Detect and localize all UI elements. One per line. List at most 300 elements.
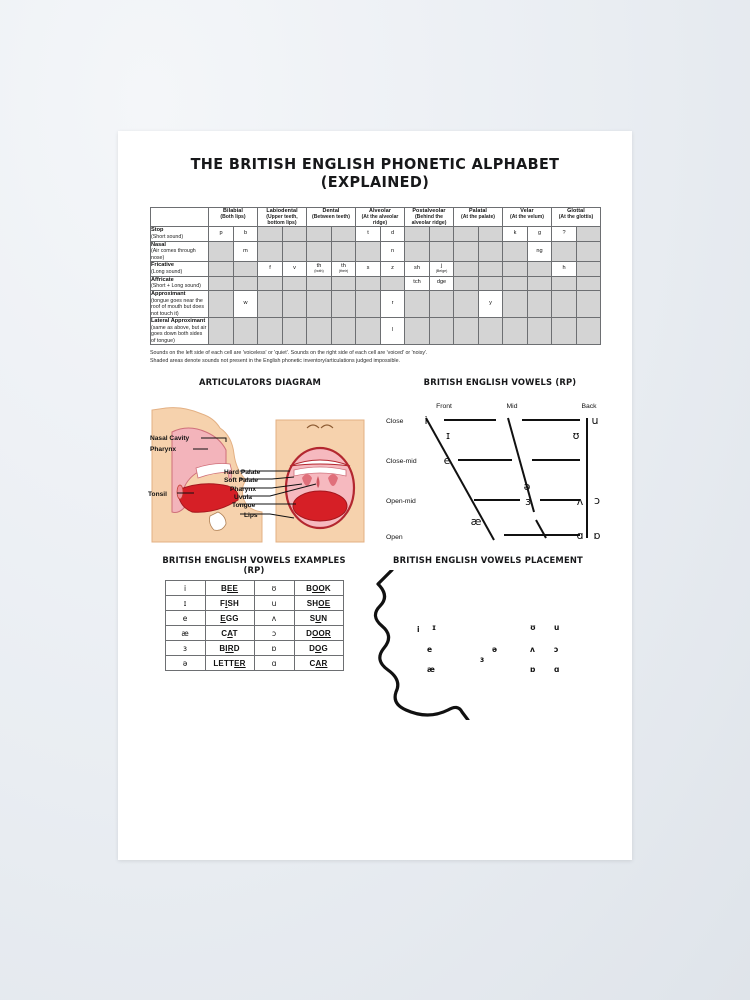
voiceless-half <box>307 227 331 240</box>
voiced-half <box>576 262 600 275</box>
row-header-name: Lateral Approximant <box>151 318 206 325</box>
placement-symbol: ʌ <box>530 645 535 655</box>
vowel-symbol-left: e <box>165 611 205 626</box>
voiceless-half <box>454 277 478 290</box>
cell-pair <box>307 318 355 344</box>
articulators-svg <box>144 392 376 544</box>
consonant-cell <box>307 318 356 345</box>
table-header-row <box>151 208 601 227</box>
example-word-right: SHOE <box>294 596 343 611</box>
voiceless-half <box>454 227 478 240</box>
vowel-symbol-right: ʌ <box>254 611 294 626</box>
cell-pair <box>454 277 502 290</box>
voiceless-half <box>209 277 233 290</box>
voiceless-half <box>405 242 429 262</box>
phoneme-example: (both) <box>314 269 324 274</box>
consonant-cell <box>258 276 307 290</box>
example-word-right: BOOK <box>294 581 343 596</box>
voiced-half <box>527 318 551 344</box>
voiceless-half <box>307 291 331 317</box>
example-word-left: FISH <box>205 596 254 611</box>
example-word-right: CAR <box>294 656 343 671</box>
voiced-half <box>380 277 404 290</box>
table-row <box>151 290 601 317</box>
vowel-examples-body <box>165 581 343 671</box>
row-header-name: Approximant <box>151 290 186 297</box>
voiceless-half <box>405 227 429 240</box>
vowel-symbol-right: u <box>254 596 294 611</box>
placement-symbol: ɜ <box>480 655 485 665</box>
phoneme-wrap <box>293 266 296 272</box>
consonant-table <box>150 207 601 345</box>
row-header-name: Affricate <box>151 276 174 283</box>
voiced-half <box>429 291 453 317</box>
vowel-symbol-ash: æ <box>470 515 482 529</box>
row-header-fricative <box>151 262 209 276</box>
consonant-table-container <box>150 207 600 345</box>
cell-pair <box>552 242 600 262</box>
voiced-half <box>576 318 600 344</box>
vowel-example-row <box>165 581 343 596</box>
voiceless-half <box>209 262 233 275</box>
poster-card <box>118 131 632 860</box>
voiceless-half <box>356 318 380 344</box>
voiced-half <box>429 242 453 262</box>
voiced-half <box>331 227 355 240</box>
consonant-table-body <box>151 227 601 345</box>
consonant-cell <box>503 241 552 262</box>
voiced-half <box>331 318 355 344</box>
voiceless-half <box>503 227 527 240</box>
vowel-symbol-turned-script-a: ɒ <box>593 529 601 543</box>
consonant-cell <box>552 262 601 276</box>
cell-pair <box>209 277 257 290</box>
voiceless-half <box>405 262 429 275</box>
consonant-cell <box>209 227 258 241</box>
consonant-cell <box>405 241 454 262</box>
consonant-cell <box>405 276 454 290</box>
consonant-cell <box>552 276 601 290</box>
voiced-half <box>478 277 502 290</box>
voiced-half <box>233 318 257 344</box>
consonant-cell <box>552 290 601 317</box>
cell-pair <box>356 318 404 344</box>
cell-pair <box>454 318 502 344</box>
phoneme-example: (their) <box>338 269 349 274</box>
cell-pair <box>209 318 257 344</box>
consonant-cell <box>552 318 601 345</box>
voiced-half <box>331 262 355 275</box>
voiced-half <box>478 242 502 262</box>
phoneme-wrap <box>414 266 420 272</box>
voiced-half <box>380 318 404 344</box>
cell-pair <box>552 318 600 344</box>
face-profile-outline <box>375 570 468 720</box>
phoneme-wrap <box>562 266 565 272</box>
col-label-front: Front <box>436 403 452 411</box>
consonant-cell <box>258 241 307 262</box>
vowel-symbol-wedge: ʌ <box>576 495 584 509</box>
voiceless-half <box>209 291 233 317</box>
column-header-name: Glottal <box>567 208 585 214</box>
consonant-cell <box>454 227 503 241</box>
caption-line-2: Shaded areas denote sounds not present in the English phonetic inventory/articulations judged impossible. <box>150 358 400 365</box>
vowel-symbol-left: ɪ <box>165 596 205 611</box>
column-header-desc: (At the alveolar ridge) <box>361 214 399 227</box>
phoneme-symbol: m <box>243 247 248 254</box>
phoneme-wrap <box>243 301 247 307</box>
cell-pair <box>405 242 453 262</box>
example-word-left: EGG <box>205 611 254 626</box>
consonant-cell <box>454 262 503 276</box>
phoneme-symbol: th <box>316 262 322 269</box>
vowel-symbol-i: i <box>424 414 428 428</box>
column-header-desc: (Between teeth) <box>312 214 350 221</box>
voiceless-half <box>454 318 478 344</box>
vowel-col-labels <box>436 403 597 410</box>
voiced-half <box>233 277 257 290</box>
voiceless-half <box>258 277 282 290</box>
placement-symbol: u <box>554 623 560 633</box>
table-caption <box>150 350 600 366</box>
col-label-mid: Mid <box>506 403 518 411</box>
cell-pair <box>552 262 600 275</box>
highlighted-vowel-letters: OE <box>318 598 331 608</box>
phoneme-wrap <box>413 280 420 286</box>
phoneme-symbol: dge <box>436 279 447 286</box>
voiced-half <box>282 227 306 240</box>
phoneme-symbol: f <box>269 265 271 272</box>
cell-pair <box>209 227 257 240</box>
voiceless-half <box>307 318 331 344</box>
cell-pair <box>503 242 551 262</box>
phoneme-wrap <box>244 231 247 237</box>
cell-pair <box>307 291 355 317</box>
voiceless-half <box>552 262 576 275</box>
cell-pair <box>307 227 355 240</box>
vowel-grid-lines <box>426 418 587 543</box>
column-header-desc: (Both lips) <box>220 214 246 221</box>
phoneme-wrap <box>436 264 448 274</box>
consonant-cell <box>209 262 258 276</box>
cell-pair <box>258 262 306 275</box>
example-word-left: BEE <box>205 581 254 596</box>
phoneme-wrap <box>562 231 565 237</box>
vowel-quadrilateral-svg <box>384 392 616 544</box>
consonant-cell <box>454 290 503 317</box>
row-header-desc: (Long sound) <box>151 269 183 276</box>
phoneme-wrap <box>489 301 492 307</box>
consonant-cell <box>454 318 503 345</box>
voiceless-half <box>209 227 233 240</box>
cell-pair <box>552 227 600 240</box>
voiced-half <box>527 227 551 240</box>
label-soft-palate: Soft Palate <box>224 477 259 485</box>
label-nasal-cavity: Nasal Cavity <box>150 435 190 443</box>
consonant-cell <box>307 241 356 262</box>
voiced-half <box>380 227 404 240</box>
row-header-stop <box>151 227 209 241</box>
cell-pair <box>258 318 306 344</box>
corner-cell <box>151 208 209 227</box>
row-header-desc: (tongue goes near the roof of mouth but does not touch it) <box>151 297 205 317</box>
phoneme-wrap <box>269 266 271 272</box>
cell-pair <box>454 242 502 262</box>
voiced-half <box>331 291 355 317</box>
voiceless-half <box>503 262 527 275</box>
front-tongue-shape <box>293 491 347 521</box>
voiceless-half <box>454 242 478 262</box>
column-header-labiodental <box>258 208 307 227</box>
page-title: THE BRITISH ENGLISH PHONETIC ALPHABET (EXPLAINED) <box>190 155 560 191</box>
row-header-desc: (Air comes through nose) <box>151 248 196 261</box>
voiced-half <box>282 291 306 317</box>
voiced-half <box>380 262 404 275</box>
consonant-cell <box>552 241 601 262</box>
voiceless-half <box>552 277 576 290</box>
example-word-left: LETTER <box>205 656 254 671</box>
articulators-diagram <box>144 392 376 544</box>
voiceless-half <box>405 291 429 317</box>
voiceless-half <box>405 318 429 344</box>
row-header-name: Stop <box>151 227 164 234</box>
highlighted-vowel-letters: AR <box>315 658 328 668</box>
placement-symbol: ʊ <box>530 623 536 633</box>
consonant-cell <box>405 262 454 276</box>
vowel-symbol-rev-epsilon: ɜ <box>525 495 531 509</box>
voiceless-half <box>258 318 282 344</box>
row-header-name: Fricative <box>151 262 175 269</box>
row-label-open: Open <box>386 534 403 542</box>
label-hard-palate: Hard Palate <box>224 469 261 477</box>
consonant-cell <box>503 276 552 290</box>
vowel-symbol-schwa: ə <box>523 480 531 494</box>
column-header-name: Velar <box>520 208 534 214</box>
column-header-postalveolar <box>405 208 454 227</box>
vowel-row-labels <box>386 418 417 541</box>
consonant-cell <box>503 318 552 345</box>
voiceless-half <box>356 291 380 317</box>
voiceless-half <box>503 242 527 262</box>
voiced-half <box>233 291 257 317</box>
voiceless-half <box>503 318 527 344</box>
vowel-symbol-right: ɔ <box>254 626 294 641</box>
voiced-half <box>282 262 306 275</box>
vowel-examples-title: BRITISH ENGLISH VOWELS EXAMPLES (RP) <box>162 556 346 577</box>
consonant-cell <box>209 241 258 262</box>
voiced-half <box>429 318 453 344</box>
voiceless-half <box>258 227 282 240</box>
consonant-cell <box>503 262 552 276</box>
phoneme-wrap <box>392 301 394 307</box>
cell-pair <box>454 291 502 317</box>
vowel-symbol-left: ə <box>165 656 205 671</box>
consonant-cell <box>356 262 405 276</box>
placement-symbol: e <box>427 645 433 655</box>
phoneme-wrap <box>391 231 394 237</box>
cell-pair <box>405 277 453 290</box>
phoneme-symbol: j <box>440 262 443 269</box>
phoneme-symbol: g <box>537 230 542 237</box>
phoneme-wrap <box>243 249 248 255</box>
cell-pair <box>209 291 257 317</box>
row-header-desc: (Short + Long sound) <box>151 283 201 290</box>
label-uvula: Uvula <box>234 494 252 502</box>
voiceless-half <box>307 277 331 290</box>
column-header-bilabial <box>209 208 258 227</box>
cell-pair <box>503 318 551 344</box>
vowel-example-row <box>165 611 343 626</box>
voiced-half <box>576 291 600 317</box>
articulators-section <box>144 378 376 544</box>
placement-symbol: ɪ <box>432 623 437 633</box>
vowel-example-row <box>165 641 343 656</box>
cell-pair <box>405 262 453 275</box>
highlighted-vowel-letters: O <box>315 643 322 653</box>
voiced-half <box>478 227 502 240</box>
phoneme-wrap <box>437 280 446 286</box>
vowel-symbol-right: ɑ <box>254 656 294 671</box>
highlighted-vowel-letters: ER <box>234 658 246 668</box>
phoneme-symbol: t <box>367 230 369 237</box>
voiced-half <box>282 242 306 262</box>
vowel-symbol-open-o: ɔ <box>593 494 601 508</box>
cell-pair <box>405 318 453 344</box>
cell-pair <box>356 291 404 317</box>
phoneme-wrap <box>367 266 370 272</box>
phoneme-symbol: k <box>513 230 517 237</box>
voiced-half <box>576 242 600 262</box>
column-header-name: Palatal <box>468 208 488 214</box>
column-header-name: Bilabial <box>223 208 243 214</box>
voiceless-half <box>503 291 527 317</box>
vowel-symbol-right: ʊ <box>254 581 294 596</box>
voiced-half <box>527 242 551 262</box>
phoneme-symbol: ? <box>562 230 566 237</box>
column-header-desc: (At the palate) <box>461 214 495 221</box>
phoneme-symbol: l <box>391 327 394 334</box>
consonant-cell <box>209 276 258 290</box>
vowel-symbol-left: ɜ <box>165 641 205 656</box>
label-pharynx-side: Pharynx <box>150 446 177 454</box>
voiceless-half <box>356 277 380 290</box>
table-row <box>151 262 601 276</box>
vowel-symbol-e: e <box>443 454 451 468</box>
vowel-symbol-right: ɒ <box>254 641 294 656</box>
cell-pair <box>405 291 453 317</box>
phoneme-wrap <box>391 266 394 272</box>
label-tonsil: Tonsil <box>148 491 167 499</box>
consonant-cell <box>454 276 503 290</box>
consonant-cell <box>356 290 405 317</box>
voiced-half <box>576 277 600 290</box>
highlighted-vowel-letters: A <box>227 628 233 638</box>
vowel-example-row <box>165 596 343 611</box>
phoneme-symbol: s <box>366 265 370 272</box>
column-header-velar <box>503 208 552 227</box>
column-header-desc: (At the glottis) <box>558 214 594 221</box>
column-header-desc: (Behind the alveolar ridge) <box>411 214 447 227</box>
consonant-cell <box>503 290 552 317</box>
cell-pair <box>552 277 600 290</box>
label-pharynx-front: Pharynx <box>230 486 257 494</box>
vowel-placement-diagram <box>370 570 606 720</box>
voiceless-half <box>356 262 380 275</box>
voiceless-half <box>503 277 527 290</box>
consonant-cell <box>209 318 258 345</box>
voiceless-half <box>307 242 331 262</box>
cell-pair <box>405 227 453 240</box>
consonant-cell <box>552 227 601 241</box>
cell-pair <box>356 227 404 240</box>
phoneme-symbol: th <box>341 262 346 269</box>
voiceless-half <box>258 291 282 317</box>
column-header-dental <box>307 208 356 227</box>
vowel-symbol-left: i <box>165 581 205 596</box>
vowel-examples-table <box>165 580 344 671</box>
column-header-desc: (Upper teeth, bottom lips) <box>266 214 298 227</box>
cell-pair <box>307 277 355 290</box>
highlighted-vowel-letters: EE <box>226 583 239 593</box>
voiced-half <box>380 291 404 317</box>
voiced-half <box>527 291 551 317</box>
consonant-cell <box>356 241 405 262</box>
table-row <box>151 241 601 262</box>
voiceless-half <box>356 242 380 262</box>
vowel-example-row <box>165 626 343 641</box>
row-label-close-mid: Close-mid <box>386 458 417 466</box>
voiced-half <box>233 227 257 240</box>
consonant-cell <box>209 290 258 317</box>
vowel-symbol-u: u <box>591 414 599 428</box>
voiced-half <box>429 277 453 290</box>
voiced-half <box>527 277 551 290</box>
vowel-symbol-small-cap-i: ɪ <box>445 429 451 443</box>
phoneme-symbol: z <box>391 265 394 272</box>
cell-pair <box>454 262 502 275</box>
phoneme-symbol: y <box>489 300 492 307</box>
voiceless-half <box>307 262 331 275</box>
consonant-cell <box>356 318 405 345</box>
cell-pair <box>503 227 551 240</box>
vowel-example-row <box>165 656 343 671</box>
consonant-cell <box>405 318 454 345</box>
consonant-cell <box>307 276 356 290</box>
phoneme-wrap <box>219 231 222 237</box>
voiced-half <box>380 242 404 262</box>
vowel-placement-title: BRITISH ENGLISH VOWELS PLACEMENT <box>393 556 583 567</box>
voiced-half <box>331 277 355 290</box>
voiceless-half <box>552 227 576 240</box>
voiceless-half <box>258 262 282 275</box>
vowel-placement-section <box>370 556 606 720</box>
voiceless-half <box>552 242 576 262</box>
voiced-half <box>331 242 355 262</box>
phoneme-wrap <box>514 231 517 237</box>
cell-pair <box>503 291 551 317</box>
cell-pair <box>356 262 404 275</box>
phoneme-wrap <box>391 249 394 255</box>
column-header-name: Labiodental <box>266 208 298 214</box>
voiceless-half <box>405 277 429 290</box>
voiced-half <box>429 262 453 275</box>
column-header-name: Dental <box>322 208 340 214</box>
voiceless-half <box>454 262 478 275</box>
phoneme-symbol: w <box>243 300 248 307</box>
voiced-half <box>527 262 551 275</box>
cell-pair <box>209 262 257 275</box>
cell-pair <box>307 262 355 275</box>
